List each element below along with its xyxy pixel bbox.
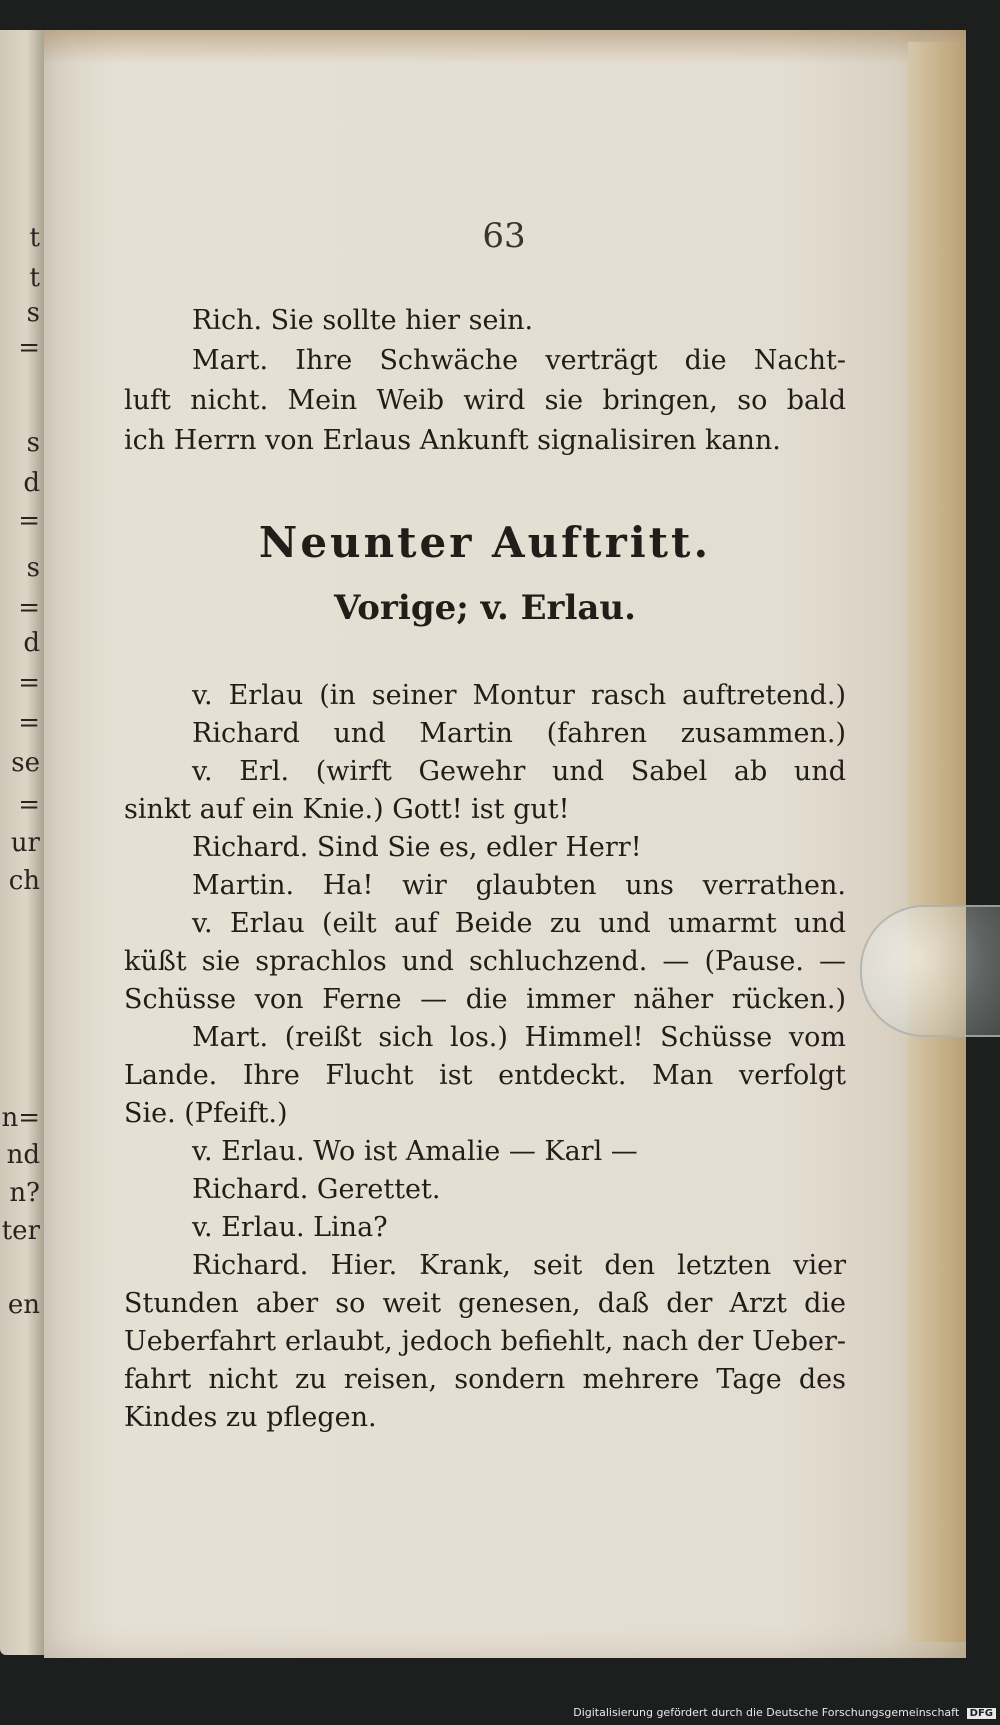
page-number: 63 bbox=[482, 216, 526, 256]
text-line: v. Erlau (in seiner Montur rasch auftretend.) bbox=[192, 680, 846, 711]
text-line: luft nicht. Mein Weib wird sie bringen, so bald bbox=[124, 385, 846, 416]
digitization-credit bbox=[573, 1706, 996, 1719]
text-line: Stunden aber so weit genesen, daß der Arzt die bbox=[124, 1288, 846, 1319]
left-edge-char: s bbox=[26, 553, 40, 583]
left-edge-char: ur bbox=[10, 828, 40, 858]
text-line: Richard. Sind Sie es, edler Herr! bbox=[192, 832, 642, 863]
dfg-logo: DFG bbox=[967, 1708, 996, 1719]
left-edge-char: nd bbox=[6, 1140, 40, 1170]
book-page bbox=[44, 30, 966, 1658]
page-fore-edge bbox=[908, 42, 966, 1642]
left-edge-char: ter bbox=[1, 1216, 40, 1246]
left-edge-char: en bbox=[7, 1290, 40, 1320]
page-stain bbox=[44, 30, 966, 64]
left-edge-char: ch bbox=[8, 866, 40, 896]
left-page-edge bbox=[0, 30, 44, 1655]
left-edge-char: s bbox=[26, 298, 40, 328]
scan-thumb-holder bbox=[860, 905, 1000, 1037]
text-line: küßt sie sprachlos und schluchzend. — (Pause. — bbox=[124, 946, 846, 977]
left-edge-char: d bbox=[23, 628, 40, 658]
text-line: v. Erlau. Wo ist Amalie — Karl — bbox=[192, 1136, 638, 1167]
text-line: Mart. (reißt sich los.) Himmel! Schüsse vom bbox=[192, 1022, 846, 1053]
text-line: Martin. Ha! wir glaubten uns verrathen. bbox=[192, 870, 846, 901]
text-line: Mart. Ihre Schwäche verträgt die Nacht- bbox=[192, 345, 846, 376]
text-line: Richard und Martin (fahren zusammen.) bbox=[192, 718, 846, 749]
text-line: Sie. (Pfeift.) bbox=[124, 1098, 288, 1129]
text-line: Lande. Ihre Flucht ist entdeckt. Man verfolgt bbox=[124, 1060, 846, 1091]
left-edge-char: = bbox=[18, 593, 40, 623]
text-line: Rich. Sie sollte hier sein. bbox=[192, 305, 534, 336]
left-edge-char: t bbox=[29, 263, 40, 293]
left-edge-char: se bbox=[11, 748, 40, 778]
credit-text: Digitalisierung gefördert durch die Deutsche Forschungsgemeinschaft bbox=[573, 1706, 960, 1719]
text-line: Schüsse von Ferne — die immer näher rücken.) bbox=[124, 984, 846, 1015]
text-line: Kindes zu pflegen. bbox=[124, 1402, 377, 1433]
left-edge-char: = bbox=[18, 668, 40, 698]
left-edge-char: d bbox=[23, 468, 40, 498]
text-line: Richard. Gerettet. bbox=[192, 1174, 441, 1205]
text-line: sinkt auf ein Knie.) Gott! ist gut! bbox=[124, 794, 570, 825]
left-edge-char: n? bbox=[9, 1178, 40, 1208]
text-line: Ueberfahrt erlaubt, jedoch befiehlt, nach der Ueber- bbox=[124, 1326, 846, 1357]
left-edge-char: = bbox=[18, 708, 40, 738]
left-edge-char: s bbox=[26, 428, 40, 458]
text-line: v. Erlau (eilt auf Beide zu und umarmt und bbox=[192, 908, 846, 939]
left-edge-char: t bbox=[29, 223, 40, 253]
text-line: v. Erl. (wirft Gewehr und Sabel ab und bbox=[192, 756, 846, 787]
left-edge-char: = bbox=[18, 790, 40, 820]
left-edge-char: n= bbox=[1, 1103, 40, 1133]
left-edge-char: = bbox=[18, 333, 40, 363]
scene-heading: Neunter Auftritt. bbox=[258, 518, 712, 567]
text-line: v. Erlau. Lina? bbox=[192, 1212, 388, 1243]
text-line: Richard. Hier. Krank, seit den letzten vier bbox=[192, 1250, 846, 1281]
text-line: ich Herrn von Erlaus Ankunft signalisiren kann. bbox=[124, 425, 781, 456]
text-line: fahrt nicht zu reisen, sondern mehrere Tage des bbox=[124, 1364, 846, 1395]
left-edge-char: = bbox=[18, 506, 40, 536]
scene-subheading: Vorige; v. Erlau. bbox=[334, 588, 636, 628]
